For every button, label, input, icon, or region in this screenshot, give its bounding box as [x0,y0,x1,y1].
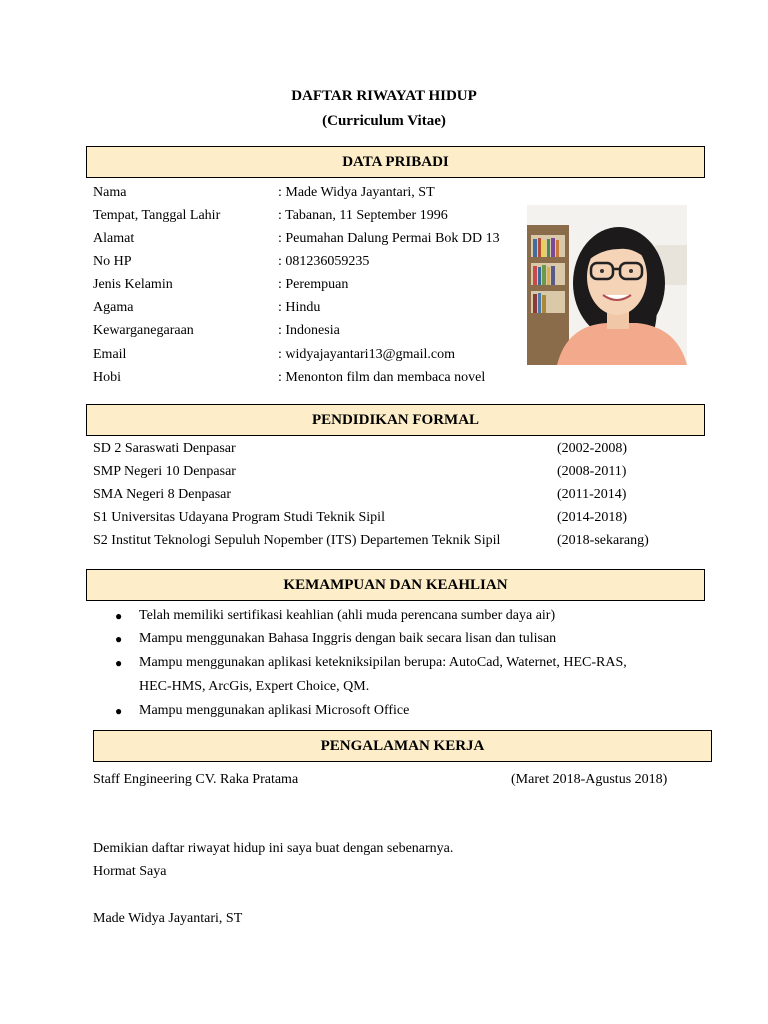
education-school: SMA Negeri 8 Denpasar [93,487,232,502]
work-period: (Maret 2018-Agustus 2018) [511,772,668,787]
personal-value: : 081236059235 [278,254,370,269]
personal-label: No HP [93,254,132,269]
education-years: (2002-2008) [557,441,627,456]
personal-label: Hobi [93,370,121,385]
education-row [0,485,768,505]
section-header-work: PENGALAMAN KERJA [93,730,712,762]
personal-value: : Tabanan, 11 September 1996 [278,208,448,223]
skill-text: Telah memiliki sertifikasi keahlian (ahli muda perencana sumber daya air) [139,608,556,623]
personal-value: : Indonesia [278,323,340,338]
skill-item [0,606,768,626]
skill-item-continuation [0,677,768,697]
personal-value: : Peumahan Dalung Permai Bok DD 13 [278,231,500,246]
education-years: (2011-2014) [557,487,627,502]
bullet-icon: ● [115,632,123,646]
education-school: S2 Institut Teknologi Sepuluh Nopember (ITS) Departemen Teknik Sipil [93,533,501,548]
education-years: (2018-sekarang) [557,533,649,548]
closing-greeting-row [0,862,768,882]
document-subtitle: (Curriculum Vitae) [322,113,446,129]
section-header-education: PENDIDIKAN FORMAL [86,404,705,436]
personal-value: : widyajayantari13@gmail.com [278,347,455,362]
section-header-skills: KEMAMPUAN DAN KEAHLIAN [86,569,705,601]
personal-value: : Hindu [278,300,321,315]
personal-label: Agama [93,300,134,315]
closing-greeting: Hormat Saya [93,864,167,879]
skill-text: Mampu menggunakan aplikasi ketekniksipilan berupa: AutoCad, Waternet, HEC-RAS, [139,655,627,670]
skill-item [0,701,768,721]
personal-label: Jenis Kelamin [93,277,173,292]
skill-text: Mampu menggunakan aplikasi Microsoft Office [139,703,410,718]
signature-row [0,909,768,929]
bullet-icon: ● [115,609,123,623]
personal-label: Kewarganegaraan [93,323,194,338]
personal-label: Email [93,347,127,362]
personal-value: : Menonton film dan membaca novel [278,370,486,385]
skill-text: HEC-HMS, ArcGis, Expert Choice, QM. [139,679,370,694]
education-school: SMP Negeri 10 Denpasar [93,464,236,479]
skill-text: Mampu menggunakan Bahasa Inggris dengan baik secara lisan dan tulisan [139,631,557,646]
education-school: SD 2 Saraswati Denpasar [93,441,236,456]
personal-label: Tempat, Tanggal Lahir [93,208,221,223]
education-school: S1 Universitas Udayana Program Studi Teknik Sipil [93,510,385,525]
education-row [0,508,768,528]
work-role: Staff Engineering CV. Raka Pratama [93,772,299,787]
skill-item [0,653,768,673]
education-row [0,462,768,482]
personal-label: Alamat [93,231,135,246]
document-title: DAFTAR RIWAYAT HIDUP [291,88,477,104]
signature-name: Made Widya Jayantari, ST [93,911,243,926]
work-row [0,770,768,790]
education-row [0,531,768,551]
skill-item [0,629,768,649]
education-years: (2008-2011) [557,464,627,479]
education-years: (2014-2018) [557,510,627,525]
bullet-icon: ● [115,704,123,718]
bullet-icon: ● [115,656,123,670]
section-header-personal: DATA PRIBADI [86,146,705,178]
profile-photo [527,205,687,365]
personal-label: Nama [93,185,127,200]
personal-value: : Made Widya Jayantari, ST [278,185,435,200]
education-row [0,439,768,459]
personal-value: : Perempuan [278,277,349,292]
closing-statement: Demikian daftar riwayat hidup ini saya buat dengan sebenarnya. [93,841,454,856]
closing-statement-row [0,839,768,859]
